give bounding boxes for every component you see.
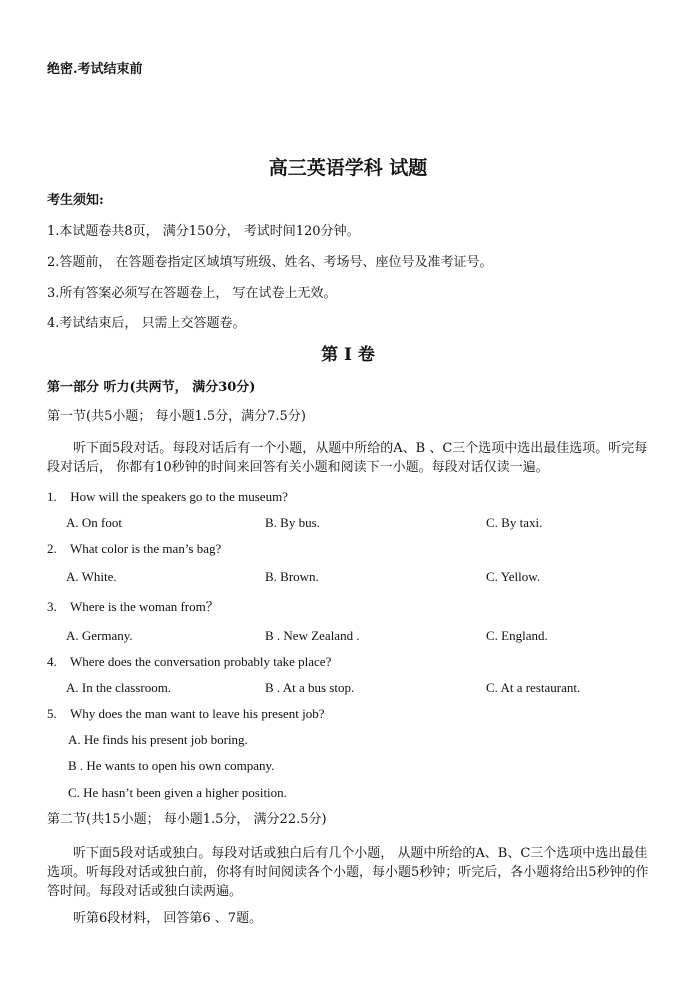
option-c: C. He hasn’t been given a higher position.: [68, 785, 287, 800]
option-c: C. At a restaurant.: [486, 680, 581, 695]
option-a: A. White.: [66, 569, 117, 584]
option-b: B. Brown.: [265, 569, 319, 584]
question-2: [47, 541, 221, 557]
page-title: 高三英语学科 试题: [268, 157, 428, 179]
question-5: [47, 706, 325, 722]
question-number: 5.: [47, 706, 57, 721]
question-number: 4.: [47, 654, 57, 669]
section2-instructions: 听下面5段对话或独白。每段对话或独白后有几个小题， 从题中所给的A、B、C三个选项中选出最佳选项。听每段对话或独白前，你将有时间阅读各个小题，每小题5秒钟；听完后，各小题将给出5秒钟的作答时间。每段对话或独白读两遍。: [47, 846, 649, 899]
question-1: [47, 489, 288, 505]
question-text: How will the speakers go to the museum?: [70, 489, 288, 504]
option-a: A. In the classroom.: [66, 680, 172, 695]
notice-item: 1.本试题卷共8页， 满分150分， 考试时间120分钟。: [47, 224, 360, 239]
section2-sub-instruction: 听第6段材料， 回答第6 、7题。: [73, 911, 263, 926]
option-c: C. England.: [486, 628, 548, 643]
section2-heading: 第二节(共15小题； 每小题1.5分， 满分22.5分): [47, 812, 327, 827]
question-text: Where does the conversation probably take place?: [70, 654, 332, 669]
option-b: B . At a bus stop.: [265, 680, 355, 695]
section1-instructions: 听下面5段对话。每段对话后有一个小题，从题中所给的A、B 、C三个选项中选出最佳选项。听完每段对话后， 你都有10秒钟的时间来回答有关小题和阅读下一小题。每段对话仅读一遍。: [47, 441, 648, 475]
confidential-label: 绝密.考试结束前: [47, 62, 143, 77]
question-text: What color is the man’s bag?: [70, 541, 222, 556]
notice-item: 4.考试结束后， 只需上交答题卷。: [47, 316, 246, 331]
option-c: C. By taxi.: [486, 515, 543, 530]
notice-item: 2.答题前， 在答题卷指定区域填写班级、姓名、考场号、座位号及准考证号。: [47, 255, 493, 270]
notice-heading: 考生须知:: [47, 193, 104, 208]
option-b: B. By bus.: [265, 515, 320, 530]
volume-heading: 第 I 卷: [321, 345, 375, 365]
question-4: [47, 654, 331, 670]
question-number: 2.: [47, 541, 57, 556]
question-number: 3.: [47, 599, 57, 614]
option-a: A. Germany.: [66, 628, 133, 643]
question-3: [47, 599, 219, 615]
option-b: B . New Zealand .: [265, 628, 360, 643]
question-text: Where is the woman from？: [70, 599, 219, 614]
part1-heading: 第一部分 听力(共两节， 满分30分): [47, 380, 256, 395]
question-number: 1.: [47, 489, 57, 504]
option-b: B . He wants to open his own company.: [68, 758, 275, 773]
option-c: C. Yellow.: [486, 569, 541, 584]
option-a: A. On foot: [66, 515, 122, 530]
notice-item: 3.所有答案必须写在答题卷上， 写在试卷上无效。: [47, 286, 337, 301]
section1-heading: 第一节(共5小题； 每小题1.5分，满分7.5分): [47, 409, 306, 424]
option-a: A. He finds his present job boring.: [68, 732, 248, 747]
question-text: Why does the man want to leave his present job?: [70, 706, 325, 721]
